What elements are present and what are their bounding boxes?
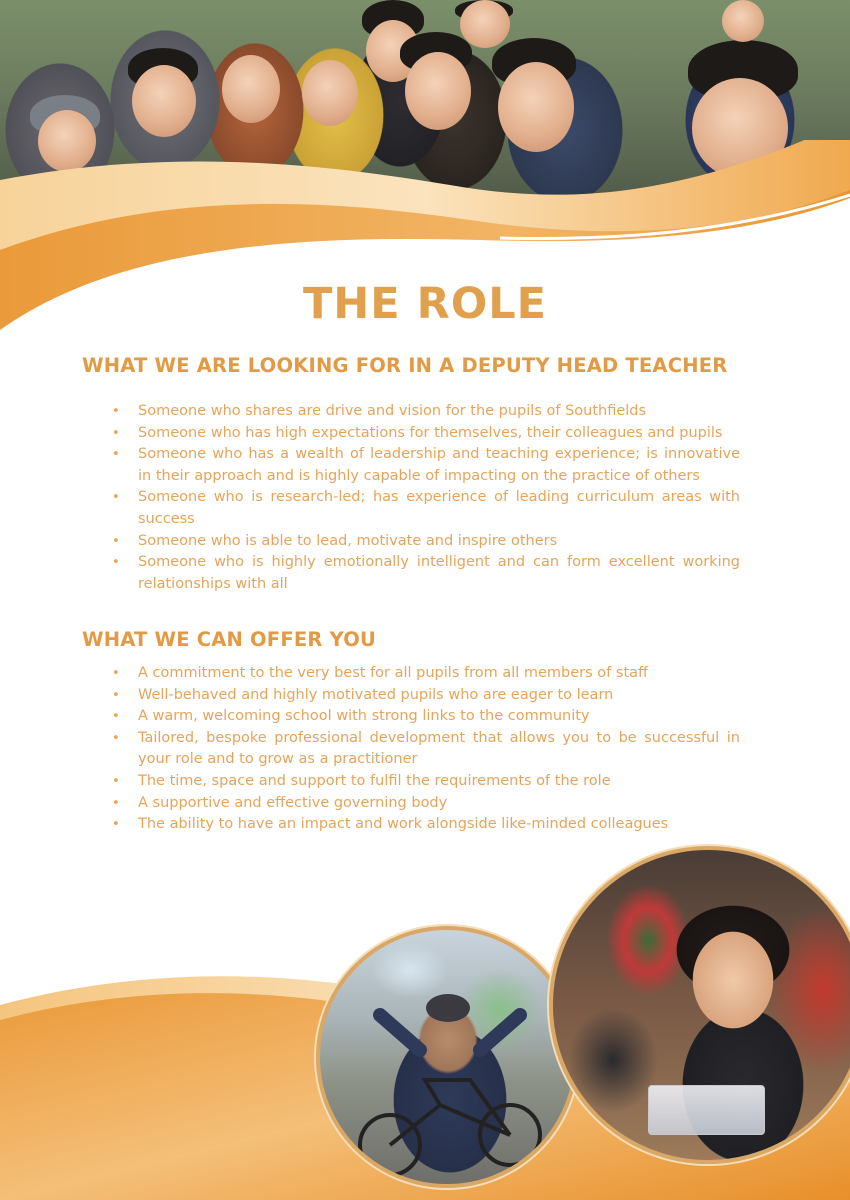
photo-pupil-with-toys [549, 846, 850, 1164]
offer-list [108, 663, 740, 836]
pupil-face [302, 60, 358, 126]
list-item: • Someone who has high expectations for themselves, their colleagues and pupils [108, 423, 740, 445]
list-item: • Tailored, bespoke professional development that allows you to be successful in your role and to grow as a practitioner [108, 728, 740, 771]
pupil-face [405, 52, 471, 130]
list-item: • A warm, welcoming school with strong links to the community [108, 706, 740, 728]
list-item: • Someone who is able to lead, motivate and inspire others [108, 531, 740, 553]
page-title: THE ROLE [302, 279, 548, 329]
list-item: • Someone who shares are drive and vision for the pupils of Southfields [108, 401, 740, 423]
pupil-face [222, 55, 280, 123]
list-item: • Someone who has a wealth of leadership and teaching experience; is innovative in their approach and is highly capable of impacting on the practice of others [108, 444, 740, 487]
list-item: • The ability to have an impact and work alongside like-minded colleagues [108, 814, 740, 836]
list-item: • Well-behaved and highly motivated pupils who are eager to learn [108, 685, 740, 707]
looking-for-list [108, 401, 740, 595]
pupil-face [132, 65, 196, 137]
pupil-face [498, 62, 574, 152]
section-heading-offer: WHAT WE CAN OFFER YOU [82, 628, 377, 651]
list-item: • Someone who is highly emotionally intelligent and can form excellent working relationships with all [108, 552, 740, 595]
section-heading-looking-for: WHAT WE ARE LOOKING FOR IN A DEPUTY HEAD TEACHER [82, 354, 728, 377]
photo-pupil-with-bicycle [316, 926, 578, 1188]
list-item: • A commitment to the very best for all pupils from all members of staff [108, 663, 740, 685]
list-item: • A supportive and effective governing body [108, 793, 740, 815]
pupil-face [460, 0, 510, 48]
list-item: • Someone who is research-led; has experience of leading curriculum areas with success [108, 487, 740, 530]
toy-crate [648, 1085, 765, 1135]
pupil-face [722, 0, 764, 42]
list-item: • The time, space and support to fulfil the requirements of the role [108, 771, 740, 793]
bicycle-illustration [320, 930, 574, 1184]
